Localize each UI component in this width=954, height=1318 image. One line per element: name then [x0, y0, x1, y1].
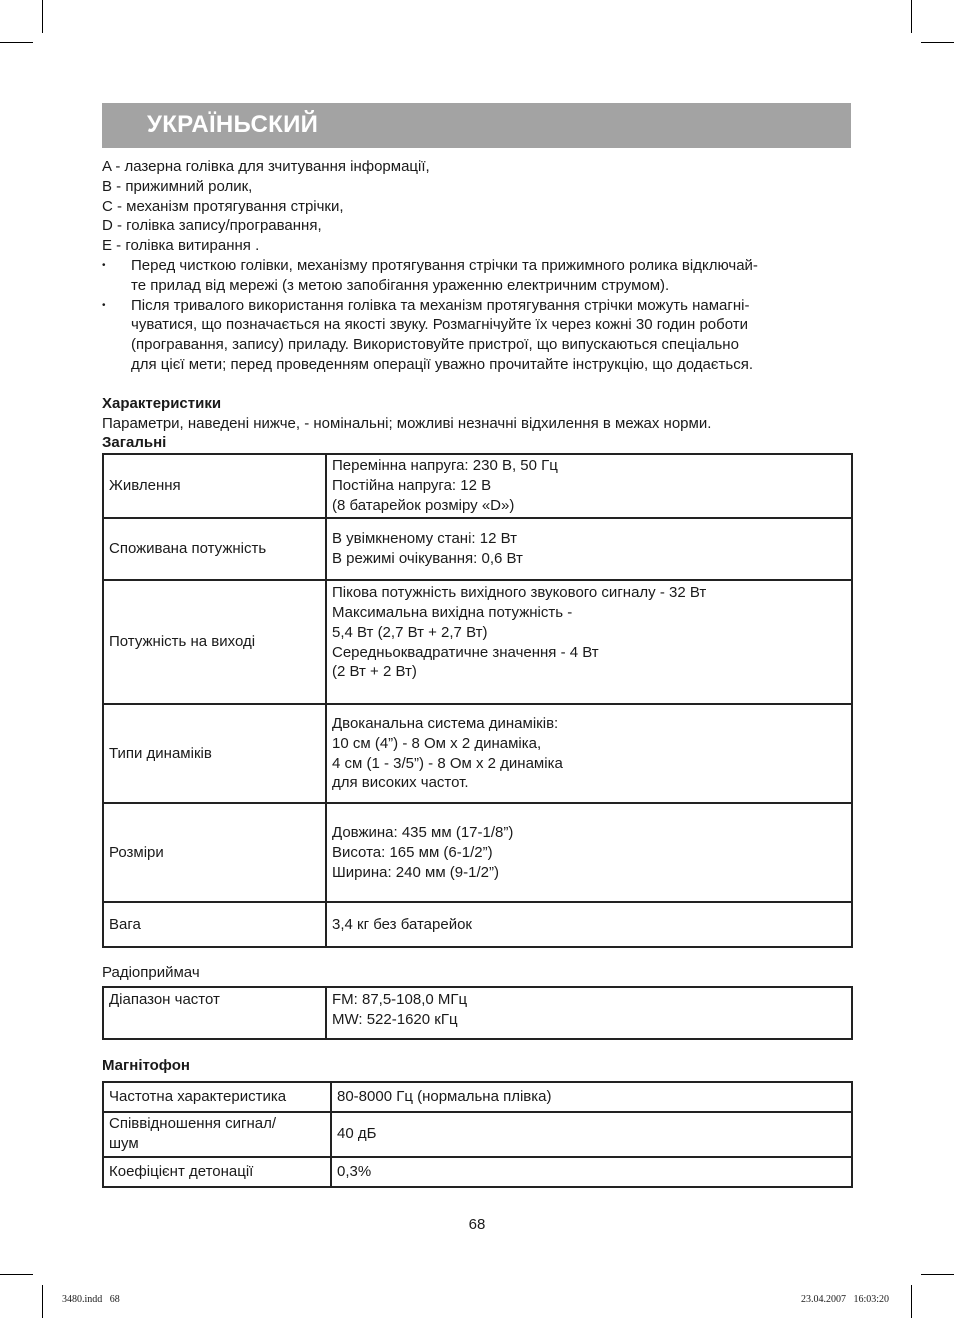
value-line: (8 батарейок розміру «D») — [332, 497, 515, 515]
print-timestamp: 23.04.2007 16:03:20 — [800, 1294, 889, 1305]
value-line: Пікова потужність вихідного звукового сигналу - 32 Вт — [332, 584, 707, 602]
value-line: 3,4 кг без батарейок — [332, 915, 472, 933]
row-value — [326, 518, 852, 580]
value-line: Максимальна вихідна потужність - — [332, 603, 573, 621]
general-specs-table — [102, 453, 853, 948]
main-content — [102, 157, 854, 1188]
value-line: (2 Вт + 2 Вт) — [332, 663, 417, 681]
parts-list-item: A - лазерна голівка для зчитування інформації, — [102, 158, 430, 175]
radio-specs-table — [102, 986, 853, 1040]
row-value — [326, 454, 852, 518]
row-label — [103, 1112, 331, 1157]
value-line: MW: 522-1620 кГц — [332, 1010, 458, 1028]
specs-intro: Параметри, наведені нижче, - номінальні; можливі незначні відхилення в межах норми. — [102, 414, 712, 432]
note-line: те прилад від мережі (з метою запобігання ураженню електричним струмом). — [131, 276, 670, 294]
value-line: Середньоквадратичне значення - 4 Вт — [332, 643, 599, 661]
row-label: Розміри — [103, 803, 326, 902]
crop-mark — [0, 1274, 33, 1275]
parts-list — [102, 157, 854, 256]
note-item — [102, 296, 854, 375]
table-row — [103, 1082, 852, 1112]
specs-heading: Характеристики — [102, 394, 222, 412]
page-number: 68 — [468, 1216, 486, 1233]
parts-list-item: C - механізм протягування стрічки, — [102, 197, 344, 215]
value-line: В увімкненому стані: 12 Вт — [332, 530, 517, 548]
value-line: 10 см (4”) - 8 Ом х 2 динаміка, — [332, 734, 542, 752]
row-label: Живлення — [103, 454, 326, 518]
table-row — [103, 1157, 852, 1187]
notes-list — [102, 256, 854, 375]
row-value — [326, 803, 852, 902]
table-row — [103, 454, 852, 518]
note-line: для цієї мети; перед проведенням операції уважно прочитайте інструкцію, що додається. — [131, 355, 754, 373]
value-line: Перемінна напруга: 230 В, 50 Гц — [332, 457, 558, 475]
value-line: В режимі очікування: 0,6 Вт — [332, 550, 523, 568]
row-label: Споживана потужність — [103, 518, 326, 580]
row-value — [326, 987, 852, 1039]
table-row — [103, 518, 852, 580]
value-line: для високих частот. — [332, 774, 469, 792]
table-row — [103, 704, 852, 803]
parts-list-item: B - прижимний ролик, — [102, 177, 253, 195]
crop-mark — [921, 1274, 954, 1275]
parts-list-item: D - голівка запису/програвання, — [102, 217, 322, 235]
row-label: Частотна характеристика — [103, 1082, 331, 1112]
crop-mark — [42, 1285, 43, 1318]
table-row — [103, 987, 852, 1039]
radio-heading: Радіоприймач — [102, 964, 200, 982]
value-line: FM: 87,5-108,0 МГц — [332, 990, 468, 1008]
page-title: УКРАЇНЬСКИЙ — [147, 111, 319, 138]
row-value: 80-8000 Гц (нормальна плівка) — [331, 1082, 852, 1112]
table-row — [103, 803, 852, 902]
value-line: 5,4 Вт (2,7 Вт + 2,7 Вт) — [332, 623, 488, 641]
value-line: 4 см (1 - 3/5”) - 8 Ом х 2 динаміка — [332, 754, 563, 772]
row-label: Вага — [103, 902, 326, 947]
table-row — [103, 580, 852, 704]
table-row — [103, 902, 852, 947]
row-label: Діапазон частот — [103, 987, 326, 1039]
parts-list-item: E - голівка витирання . — [102, 237, 260, 255]
value-line: Довжина: 435 мм (17-1/8”) — [332, 823, 514, 841]
tape-specs-table — [102, 1081, 853, 1188]
crop-mark — [911, 0, 912, 33]
value-line: Двоканальна система динаміків: — [332, 715, 559, 733]
file-info: 3480.indd 68 — [62, 1294, 120, 1305]
row-value — [326, 902, 852, 947]
row-value: 40 дБ — [331, 1112, 852, 1157]
section-banner — [102, 103, 851, 148]
crop-mark — [42, 0, 43, 33]
row-label: Типи динаміків — [103, 704, 326, 803]
note-line: (програвання, запису) приладу. Використовуйте пристрої, що випускаються спеціально — [131, 336, 739, 354]
row-value — [326, 704, 852, 803]
crop-mark — [0, 42, 33, 43]
row-label: Потужність на виході — [103, 580, 326, 704]
tape-heading: Магнітофон — [102, 1056, 190, 1074]
table-row — [103, 1112, 852, 1157]
value-line: Висота: 165 мм (6-1/2”) — [332, 843, 493, 861]
crop-mark — [911, 1285, 912, 1318]
row-value: 0,3% — [331, 1157, 852, 1187]
note-item — [102, 256, 854, 296]
value-line: Постійна напруга: 12 В — [332, 477, 492, 495]
value-line: Ширина: 240 мм (9-1/2”) — [332, 863, 499, 881]
row-label-text: Співвідношення сигнал/ шум — [109, 1115, 277, 1153]
general-heading: Загальні — [102, 434, 167, 452]
crop-mark — [921, 42, 954, 43]
row-label: Коефіцієнт детонації — [103, 1157, 331, 1187]
note-line: чуватися, що позначається на якості звуку. Розмагнічуйте їх через кожні 30 годин роботи — [131, 316, 748, 334]
note-line: • Перед чисткою голівки, механізму протягування стрічки та прижимного ролика відключай- — [131, 256, 758, 274]
row-value — [326, 580, 852, 704]
note-line: • Після тривалого використання голівка та механізм протягування стрічки можуть намагні- — [131, 296, 750, 314]
